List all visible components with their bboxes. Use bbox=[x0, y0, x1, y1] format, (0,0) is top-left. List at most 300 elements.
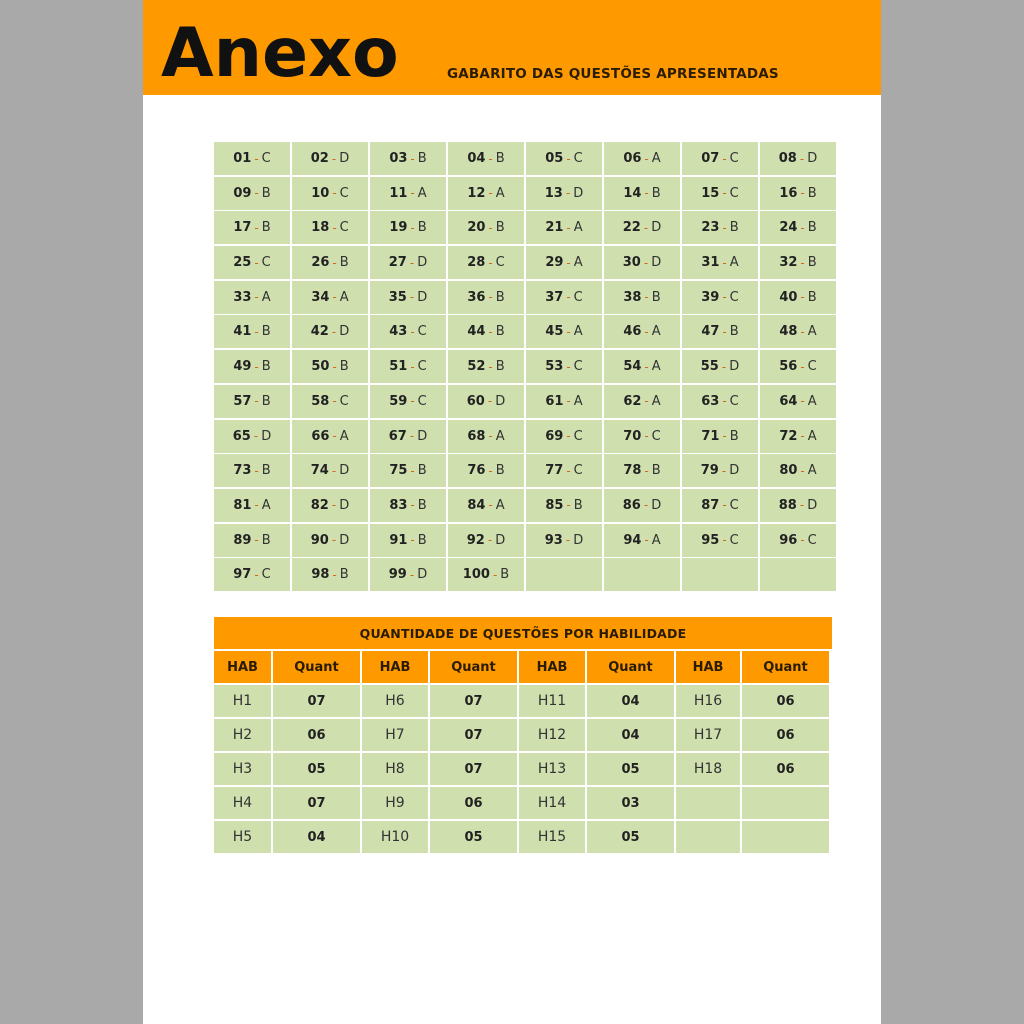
answer-letter: B bbox=[261, 220, 271, 236]
question-number: 69 bbox=[545, 428, 564, 444]
answer-separator: - bbox=[644, 290, 649, 305]
answer-letter: C bbox=[729, 393, 739, 409]
answer-cell bbox=[682, 350, 758, 383]
answer-letter: B bbox=[651, 463, 661, 479]
answer-cell bbox=[682, 142, 758, 175]
skill-quantity-cell: 06 bbox=[273, 719, 360, 751]
answer-letter: B bbox=[651, 185, 661, 201]
skill-quantity-cell: 07 bbox=[430, 753, 517, 785]
answer-letter: B bbox=[807, 255, 817, 271]
answer-separator: - bbox=[721, 359, 727, 374]
answer-letter: B bbox=[417, 497, 427, 513]
question-number: 75 bbox=[389, 463, 408, 479]
skill-code-cell: H14 bbox=[519, 787, 585, 819]
question-number: 36 bbox=[467, 289, 486, 305]
skill-quantity-cell bbox=[742, 821, 829, 853]
header-banner bbox=[143, 0, 881, 95]
question-number: 31 bbox=[701, 255, 720, 271]
empty-answer-cell bbox=[682, 558, 758, 591]
question-number: 22 bbox=[622, 220, 641, 236]
answer-letter: D bbox=[807, 151, 818, 166]
answer-separator: - bbox=[722, 186, 727, 201]
answer-cell bbox=[526, 315, 602, 348]
question-number: 45 bbox=[545, 324, 564, 340]
answer-cell bbox=[604, 350, 680, 383]
answer-cell bbox=[526, 385, 602, 418]
answer-letter: A bbox=[807, 463, 817, 479]
answer-separator: - bbox=[254, 255, 259, 270]
answer-letter: B bbox=[417, 151, 427, 166]
question-number: 70 bbox=[623, 428, 642, 444]
answer-separator: - bbox=[331, 151, 337, 166]
answer-letter: B bbox=[261, 532, 271, 548]
answer-letter: A bbox=[417, 185, 427, 201]
question-number: 14 bbox=[623, 185, 642, 201]
question-number: 16 bbox=[779, 185, 798, 201]
answer-letter: C bbox=[729, 532, 739, 548]
answer-separator: - bbox=[254, 290, 259, 305]
answer-separator: - bbox=[488, 186, 493, 201]
skill-quantity-cell: 05 bbox=[430, 821, 517, 853]
answer-cell bbox=[760, 524, 836, 557]
skill-quantity-cell: 05 bbox=[587, 753, 674, 785]
answer-key-grid bbox=[214, 142, 836, 591]
answer-cell bbox=[292, 558, 368, 591]
answer-letter: C bbox=[417, 393, 427, 409]
answer-cell bbox=[370, 315, 446, 348]
question-number: 72 bbox=[779, 428, 798, 444]
question-number: 77 bbox=[545, 463, 564, 479]
answer-cell bbox=[604, 177, 680, 210]
answer-separator: - bbox=[488, 498, 493, 513]
answer-cell bbox=[292, 246, 368, 279]
question-number: 40 bbox=[779, 289, 798, 305]
answer-letter: B bbox=[495, 324, 505, 340]
question-number: 35 bbox=[388, 289, 407, 305]
answer-separator: - bbox=[410, 151, 415, 166]
skill-code-cell: H10 bbox=[362, 821, 428, 853]
question-number: 96 bbox=[779, 532, 798, 548]
question-number: 17 bbox=[233, 220, 252, 236]
answer-cell bbox=[526, 177, 602, 210]
skill-quantity-cell: 06 bbox=[742, 685, 829, 717]
answer-cell bbox=[760, 489, 836, 522]
skill-quantity-cell: 05 bbox=[587, 821, 674, 853]
answer-cell bbox=[604, 246, 680, 279]
question-number: 34 bbox=[311, 289, 330, 305]
question-number: 83 bbox=[389, 497, 408, 513]
answer-letter: C bbox=[417, 324, 427, 340]
answer-cell bbox=[448, 281, 524, 314]
answer-letter: A bbox=[261, 289, 271, 305]
skill-quantity-cell: 05 bbox=[273, 753, 360, 785]
answer-cell bbox=[214, 211, 290, 244]
answer-separator: - bbox=[254, 463, 259, 478]
answer-cell bbox=[292, 489, 368, 522]
skill-quantity-cell: 07 bbox=[273, 685, 360, 717]
skills-table bbox=[214, 617, 832, 853]
page-subtitle: GABARITO DAS QUESTÕES APRESENTADAS bbox=[447, 66, 779, 82]
question-number: 11 bbox=[389, 185, 408, 201]
answer-separator: - bbox=[410, 394, 415, 409]
answer-cell bbox=[214, 385, 290, 418]
skill-code-cell: H16 bbox=[676, 685, 740, 717]
answer-separator: - bbox=[722, 220, 727, 235]
question-number: 97 bbox=[233, 567, 252, 583]
answer-separator: - bbox=[331, 324, 337, 339]
answer-cell bbox=[526, 211, 602, 244]
answer-letter: D bbox=[417, 255, 428, 271]
answer-letter: D bbox=[495, 532, 506, 548]
answer-cell bbox=[292, 281, 368, 314]
answer-separator: - bbox=[722, 533, 727, 548]
answer-letter: A bbox=[651, 151, 661, 166]
answer-letter: A bbox=[729, 255, 739, 271]
answer-cell bbox=[760, 420, 836, 453]
answer-letter: B bbox=[261, 185, 271, 201]
answer-letter: B bbox=[651, 289, 661, 305]
answer-cell bbox=[682, 385, 758, 418]
question-number: 58 bbox=[311, 393, 330, 409]
answer-letter: C bbox=[339, 393, 349, 409]
question-number: 02 bbox=[310, 151, 329, 166]
question-number: 27 bbox=[388, 255, 407, 271]
question-number: 71 bbox=[701, 428, 720, 444]
answer-letter: C bbox=[495, 255, 505, 271]
answer-letter: C bbox=[807, 532, 817, 548]
skills-table-title: QUANTIDADE DE QUESTÕES POR HABILIDADE bbox=[214, 617, 832, 649]
answer-cell bbox=[214, 558, 290, 591]
answer-cell bbox=[760, 177, 836, 210]
question-number: 55 bbox=[700, 359, 719, 375]
question-number: 48 bbox=[779, 324, 798, 340]
question-number: 79 bbox=[700, 463, 719, 479]
answer-letter: C bbox=[261, 255, 271, 271]
answer-cell bbox=[448, 558, 524, 591]
answer-cell bbox=[760, 350, 836, 383]
answer-cell bbox=[760, 385, 836, 418]
answer-letter: A bbox=[651, 324, 661, 340]
question-number: 10 bbox=[311, 185, 330, 201]
answer-letter: A bbox=[573, 255, 583, 271]
answer-letter: D bbox=[495, 393, 506, 409]
answer-cell bbox=[214, 246, 290, 279]
answer-separator: - bbox=[800, 324, 805, 339]
column-header-quant: Quant bbox=[430, 651, 517, 683]
answer-separator: - bbox=[254, 394, 259, 409]
answer-separator: - bbox=[488, 359, 493, 374]
answer-cell bbox=[604, 454, 680, 487]
column-header-quant: Quant bbox=[273, 651, 360, 683]
question-number: 43 bbox=[389, 324, 408, 340]
skill-code-cell: H3 bbox=[214, 753, 271, 785]
answer-separator: - bbox=[800, 429, 805, 443]
question-number: 63 bbox=[701, 393, 720, 409]
answer-cell bbox=[526, 246, 602, 279]
question-number: 41 bbox=[233, 324, 252, 340]
question-number: 37 bbox=[545, 289, 564, 305]
answer-cell bbox=[292, 420, 368, 453]
answer-separator: - bbox=[409, 290, 415, 305]
answer-letter: B bbox=[261, 463, 271, 479]
answer-letter: D bbox=[339, 151, 350, 166]
answer-letter: B bbox=[339, 359, 349, 375]
answer-letter: D bbox=[807, 497, 818, 513]
answer-separator: - bbox=[488, 463, 493, 478]
answer-cell bbox=[604, 142, 680, 175]
question-number: 20 bbox=[467, 220, 486, 236]
answer-separator: - bbox=[800, 533, 805, 548]
answer-cell bbox=[760, 142, 836, 175]
answer-separator: - bbox=[332, 255, 337, 270]
skills-table-grid bbox=[214, 651, 832, 853]
answer-letter: D bbox=[261, 428, 272, 444]
answer-separator: - bbox=[643, 498, 649, 513]
question-number: 88 bbox=[778, 497, 797, 513]
answer-letter: C bbox=[261, 151, 271, 166]
question-number: 82 bbox=[310, 497, 329, 513]
answer-letter: B bbox=[729, 428, 739, 444]
answer-cell bbox=[526, 350, 602, 383]
question-number: 98 bbox=[311, 567, 330, 583]
answer-separator: - bbox=[800, 186, 805, 201]
answer-separator: - bbox=[410, 498, 415, 513]
question-number: 53 bbox=[545, 359, 564, 375]
answer-cell bbox=[604, 211, 680, 244]
answer-separator: - bbox=[409, 255, 415, 270]
answer-separator: - bbox=[409, 567, 415, 582]
answer-letter: A bbox=[573, 220, 583, 236]
answer-separator: - bbox=[488, 151, 493, 166]
answer-letter: A bbox=[495, 497, 505, 513]
question-number: 62 bbox=[623, 393, 642, 409]
answer-cell bbox=[370, 211, 446, 244]
skill-quantity-cell: 06 bbox=[742, 753, 829, 785]
answer-cell bbox=[370, 489, 446, 522]
answer-separator: - bbox=[566, 324, 571, 339]
answer-separator: - bbox=[644, 151, 649, 166]
question-number: 18 bbox=[311, 220, 330, 236]
question-number: 50 bbox=[311, 359, 330, 375]
answer-cell bbox=[292, 454, 368, 487]
answer-separator: - bbox=[488, 290, 493, 305]
question-number: 74 bbox=[310, 463, 329, 479]
answer-cell bbox=[448, 315, 524, 348]
answer-separator: - bbox=[566, 290, 571, 305]
question-number: 59 bbox=[389, 393, 408, 409]
question-number: 25 bbox=[233, 255, 252, 271]
answer-separator: - bbox=[253, 429, 259, 443]
question-number: 01 bbox=[233, 151, 252, 166]
answer-cell bbox=[604, 524, 680, 557]
question-number: 68 bbox=[467, 428, 486, 444]
answer-cell bbox=[448, 454, 524, 487]
answer-letter: B bbox=[729, 220, 739, 236]
answer-separator: - bbox=[487, 394, 493, 409]
question-number: 38 bbox=[623, 289, 642, 305]
skill-quantity-cell: 04 bbox=[587, 685, 674, 717]
question-number: 42 bbox=[310, 324, 329, 340]
answer-separator: - bbox=[566, 498, 571, 513]
answer-letter: D bbox=[417, 289, 428, 305]
answer-cell bbox=[370, 524, 446, 557]
empty-answer-cell bbox=[760, 558, 836, 591]
answer-separator: - bbox=[488, 220, 493, 235]
skill-code-cell: H18 bbox=[676, 753, 740, 785]
answer-cell bbox=[292, 315, 368, 348]
answer-letter: B bbox=[417, 532, 427, 548]
answer-letter: C bbox=[339, 220, 349, 236]
answer-separator: - bbox=[332, 220, 337, 235]
answer-cell bbox=[292, 350, 368, 383]
skill-quantity-cell: 06 bbox=[742, 719, 829, 751]
answer-separator: - bbox=[722, 394, 727, 409]
answer-separator: - bbox=[644, 394, 649, 409]
question-number: 56 bbox=[779, 359, 798, 375]
answer-letter: A bbox=[573, 324, 583, 340]
answer-separator: - bbox=[410, 220, 415, 235]
column-header-quant: Quant bbox=[742, 651, 829, 683]
answer-separator: - bbox=[254, 567, 259, 582]
skill-quantity-cell bbox=[742, 787, 829, 819]
answer-letter: B bbox=[261, 324, 271, 340]
skill-code-cell: H12 bbox=[519, 719, 585, 751]
question-number: 93 bbox=[544, 532, 563, 548]
answer-separator: - bbox=[332, 186, 337, 201]
answer-cell bbox=[214, 454, 290, 487]
skill-code-cell: H6 bbox=[362, 685, 428, 717]
answer-cell bbox=[292, 177, 368, 210]
answer-cell bbox=[448, 489, 524, 522]
question-number: 61 bbox=[545, 393, 564, 409]
answer-letter: C bbox=[339, 185, 349, 201]
answer-separator: - bbox=[566, 463, 571, 478]
question-number: 12 bbox=[467, 185, 486, 201]
answer-cell bbox=[448, 211, 524, 244]
column-header-hab: HAB bbox=[676, 651, 740, 683]
question-number: 87 bbox=[701, 497, 720, 513]
answer-letter: A bbox=[339, 289, 349, 305]
question-number: 57 bbox=[233, 393, 252, 409]
answer-separator: - bbox=[254, 359, 259, 374]
skill-code-cell: H5 bbox=[214, 821, 271, 853]
page-title: Anexo bbox=[161, 14, 399, 93]
answer-separator: - bbox=[332, 394, 337, 409]
answer-letter: D bbox=[339, 532, 350, 548]
answer-separator: - bbox=[644, 429, 649, 443]
answer-separator: - bbox=[644, 533, 649, 548]
skill-quantity-cell: 03 bbox=[587, 787, 674, 819]
answer-cell bbox=[448, 177, 524, 210]
answer-separator: - bbox=[488, 429, 493, 443]
answer-letter: B bbox=[495, 220, 505, 236]
answer-cell bbox=[370, 177, 446, 210]
answer-separator: - bbox=[331, 498, 337, 513]
answer-separator: - bbox=[332, 429, 337, 443]
answer-letter: A bbox=[807, 393, 817, 409]
question-number: 30 bbox=[622, 255, 641, 271]
answer-separator: - bbox=[254, 186, 259, 201]
column-header-hab: HAB bbox=[519, 651, 585, 683]
answer-separator: - bbox=[566, 394, 571, 409]
answer-letter: D bbox=[729, 359, 740, 375]
question-number: 39 bbox=[701, 289, 720, 305]
question-number: 46 bbox=[623, 324, 642, 340]
answer-letter: B bbox=[339, 567, 349, 583]
answer-letter: D bbox=[729, 463, 740, 479]
answer-cell bbox=[448, 385, 524, 418]
answer-separator: - bbox=[799, 498, 805, 513]
answer-separator: - bbox=[722, 429, 727, 443]
answer-cell bbox=[604, 315, 680, 348]
answer-separator: - bbox=[800, 220, 805, 235]
answer-letter: A bbox=[495, 428, 505, 444]
answer-letter: C bbox=[651, 428, 661, 444]
skill-code-cell: H7 bbox=[362, 719, 428, 751]
skill-quantity-cell: 07 bbox=[273, 787, 360, 819]
answer-separator: - bbox=[254, 220, 259, 235]
answer-letter: D bbox=[651, 220, 662, 236]
answer-separator: - bbox=[800, 255, 805, 270]
answer-separator: - bbox=[410, 186, 415, 201]
answer-separator: - bbox=[644, 324, 649, 339]
answer-cell bbox=[526, 454, 602, 487]
question-number: 09 bbox=[233, 185, 252, 201]
skill-quantity-cell: 07 bbox=[430, 719, 517, 751]
answer-cell bbox=[448, 350, 524, 383]
skill-code-cell: H15 bbox=[519, 821, 585, 853]
question-number: 44 bbox=[467, 324, 486, 340]
answer-letter: B bbox=[417, 463, 427, 479]
question-number: 51 bbox=[389, 359, 408, 375]
skill-code-cell: H9 bbox=[362, 787, 428, 819]
question-number: 06 bbox=[623, 151, 642, 166]
answer-letter: A bbox=[651, 532, 661, 548]
answer-cell bbox=[292, 524, 368, 557]
answer-cell bbox=[214, 142, 290, 175]
question-number: 47 bbox=[701, 324, 720, 340]
answer-cell bbox=[526, 489, 602, 522]
question-number: 90 bbox=[310, 532, 329, 548]
question-number: 32 bbox=[779, 255, 798, 271]
answer-letter: A bbox=[495, 185, 505, 201]
answer-separator: - bbox=[565, 533, 571, 548]
question-number: 66 bbox=[311, 428, 330, 444]
skill-code-cell: H11 bbox=[519, 685, 585, 717]
answer-separator: - bbox=[800, 463, 805, 478]
skill-quantity-cell: 04 bbox=[587, 719, 674, 751]
question-number: 99 bbox=[388, 567, 407, 583]
answer-letter: B bbox=[807, 289, 817, 305]
answer-cell bbox=[682, 315, 758, 348]
answer-separator: - bbox=[722, 151, 727, 166]
answer-cell bbox=[682, 524, 758, 557]
question-number: 94 bbox=[623, 532, 642, 548]
answer-cell bbox=[604, 281, 680, 314]
answer-cell bbox=[370, 281, 446, 314]
answer-cell bbox=[214, 281, 290, 314]
answer-cell bbox=[760, 246, 836, 279]
answer-cell bbox=[604, 489, 680, 522]
question-number: 49 bbox=[233, 359, 252, 375]
answer-separator: - bbox=[254, 533, 259, 548]
skill-code-cell: H1 bbox=[214, 685, 271, 717]
answer-letter: C bbox=[573, 359, 583, 375]
column-header-hab: HAB bbox=[362, 651, 428, 683]
question-number: 04 bbox=[467, 151, 486, 166]
answer-letter: A bbox=[807, 324, 817, 340]
skill-code-cell: H4 bbox=[214, 787, 271, 819]
